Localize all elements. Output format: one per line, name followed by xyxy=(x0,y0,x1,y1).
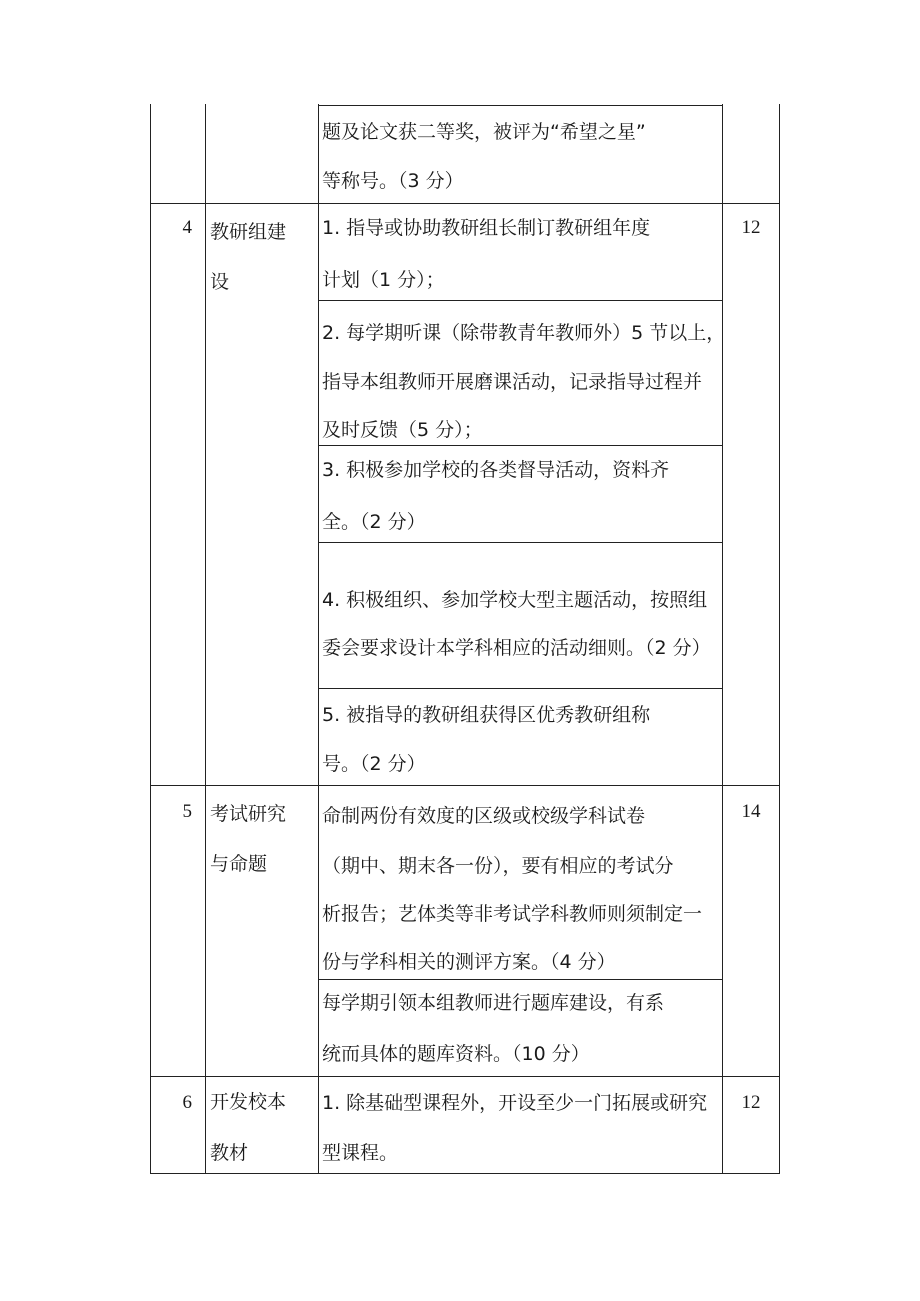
item-name-line: 与命题 xyxy=(210,853,268,875)
cell-text-line: 命制两份有效度的区级或校级学科试卷 xyxy=(322,805,646,827)
row-number: 4 xyxy=(182,217,192,238)
cell-text-line: 及时反馈（5 分）； xyxy=(322,419,483,441)
item-name-line: 教材 xyxy=(210,1142,249,1164)
table-divider-item xyxy=(318,104,319,1174)
item-name-line: 开发校本 xyxy=(210,1091,287,1113)
row-number: 6 xyxy=(182,1092,192,1113)
table-divider-content xyxy=(722,104,723,1174)
cell-text-line: 号。（2 分） xyxy=(322,753,426,775)
cell-text-line: 份与学科相关的测评方案。（4 分） xyxy=(322,951,616,973)
cell-text-line: 1. 除基础型课程外，开设至少一门拓展或研究 xyxy=(322,1092,708,1114)
cell-text-line: 等称号。（3 分） xyxy=(322,170,464,192)
cell-border xyxy=(318,979,722,980)
row-score: 14 xyxy=(741,801,761,822)
cell-border xyxy=(318,542,722,543)
table-border-right xyxy=(779,104,780,1174)
row-score: 12 xyxy=(741,217,761,238)
row-score: 12 xyxy=(741,1092,761,1113)
item-name-line: 设 xyxy=(210,271,230,293)
cell-text-line: 4. 积极组织、参加学校大型主题活动，按照组 xyxy=(322,589,708,611)
table-divider-no xyxy=(205,104,206,1174)
cell-text-line: 委会要求设计本学科相应的活动细则。（2 分） xyxy=(322,637,711,659)
cell-top-border xyxy=(318,105,722,106)
cell-border xyxy=(318,300,722,301)
cell-text-line: 全。（2 分） xyxy=(322,511,426,533)
cell-text-line: 5. 被指导的教研组获得区优秀教研组称 xyxy=(322,704,651,726)
item-name-line: 教研组建 xyxy=(210,221,287,243)
cell-text-line: 析报告；艺体类等非考试学科教师则须制定一 xyxy=(322,903,703,925)
cell-text-line: 型课程。 xyxy=(322,1142,399,1164)
table-bottom-border xyxy=(150,1173,780,1174)
table-border-left xyxy=(150,104,151,1174)
cell-text-line: 题及论文获二等奖，被评为“希望之星” xyxy=(322,121,646,143)
cell-text-line: 2. 每学期听课（除带教青年教师外）5 节以上， xyxy=(322,322,726,344)
row-border xyxy=(150,785,780,786)
cell-text-line: 3. 积极参加学校的各类督导活动，资料齐 xyxy=(322,459,670,481)
row-border xyxy=(150,1076,780,1077)
cell-text-line: 1. 指导或协助教研组长制订教研组年度 xyxy=(322,217,651,239)
row-number: 5 xyxy=(182,801,192,822)
cell-text-line: （期中、期末各一份），要有相应的考试分 xyxy=(322,855,674,877)
row-border xyxy=(150,203,780,204)
cell-border xyxy=(318,445,722,446)
cell-text-line: 统而具体的题库资料。（10 分） xyxy=(322,1043,590,1065)
cell-text-line: 计划（1 分）； xyxy=(322,269,445,291)
cell-border xyxy=(318,688,722,689)
cell-text-line: 每学期引领本组教师进行题库建设，有系 xyxy=(322,992,665,1014)
item-name-line: 考试研究 xyxy=(210,803,287,825)
cell-text-line: 指导本组教师开展磨课活动，记录指导过程并 xyxy=(322,371,703,393)
